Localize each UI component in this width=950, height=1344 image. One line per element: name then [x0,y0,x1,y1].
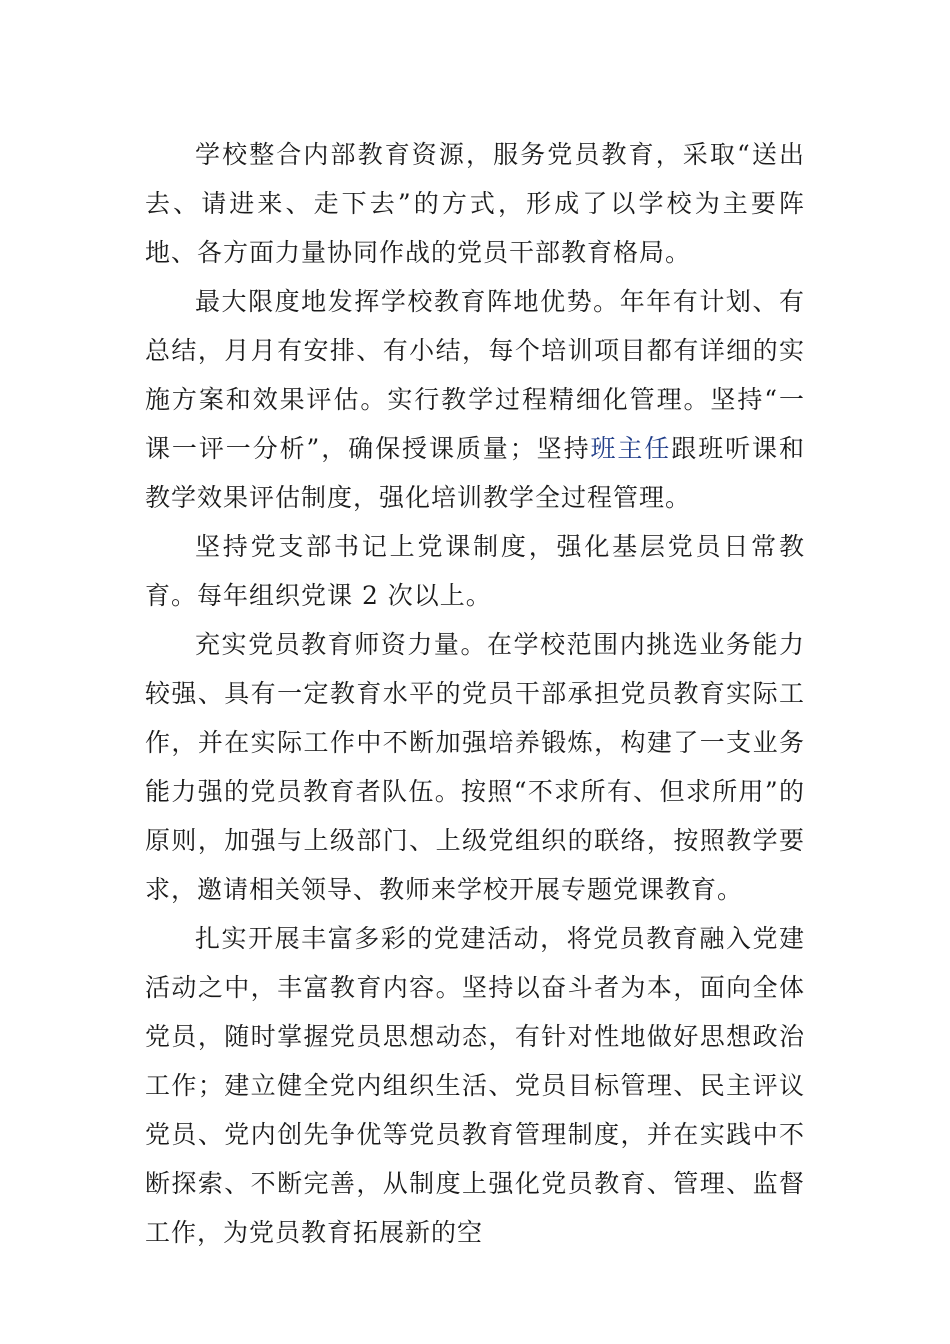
paragraph-1 [145,130,805,277]
paragraph-5-text: 扎实开展丰富多彩的党建活动，将党员教育融入党建活动之中，丰富教育内容。坚持以奋斗者为本，面向全体党员，随时掌握党员思想动态，有针对性地做好思想政治工作；建立健全党内组织生活、党员目标管理、民主评议党员、党内创先争优等党员教育管理制度，并在实践中不断探索、不断完善，从制度上强化党员教育、管理、监督工作，为党员教育拓展新的空 [145,924,805,1247]
paragraph-2-text-before: 最大限度地发挥学校教育阵地优势。年年有计划、有总结，月月有安排、有小结，每个培训项目都有详细的实施方案和效果评估。实行教学过程精细化管理。坚持“一课一评一分析”，确保授课质量；坚持 [145,287,805,463]
paragraph-4-text: 充实党员教育师资力量。在学校范围内挑选业务能力较强、具有一定教育水平的党员干部承担党员教育实际工作，并在实际工作中不断加强培养锻炼，构建了一支业务能力强的党员教育者队伍。按照“不求所有、但求所用”的原则，加强与上级部门、上级党组织的联络，按照教学要求，邀请相关领导、教师来学校开展专题党课教育。 [145,630,805,904]
paragraph-2-text-after: 跟班听课和教学效果评估制度，强化培训教学全过程管理。 [145,434,805,512]
class-teacher-link[interactable]: 班主任 [590,434,672,463]
paragraph-2 [145,277,805,522]
paragraph-1-text: 学校整合内部教育资源，服务党员教育，采取“送出去、请进来、走下去”的方式，形成了以学校为主要阵地、各方面力量协同作战的党员干部教育格局。 [145,140,805,267]
paragraph-3-text: 坚持党支部书记上党课制度，强化基层党员日常教育。每年组织党课 2 次以上。 [145,532,805,610]
paragraph-5 [145,914,805,1257]
paragraph-4 [145,620,805,914]
paragraph-3 [145,522,805,620]
document-body [145,130,805,1257]
